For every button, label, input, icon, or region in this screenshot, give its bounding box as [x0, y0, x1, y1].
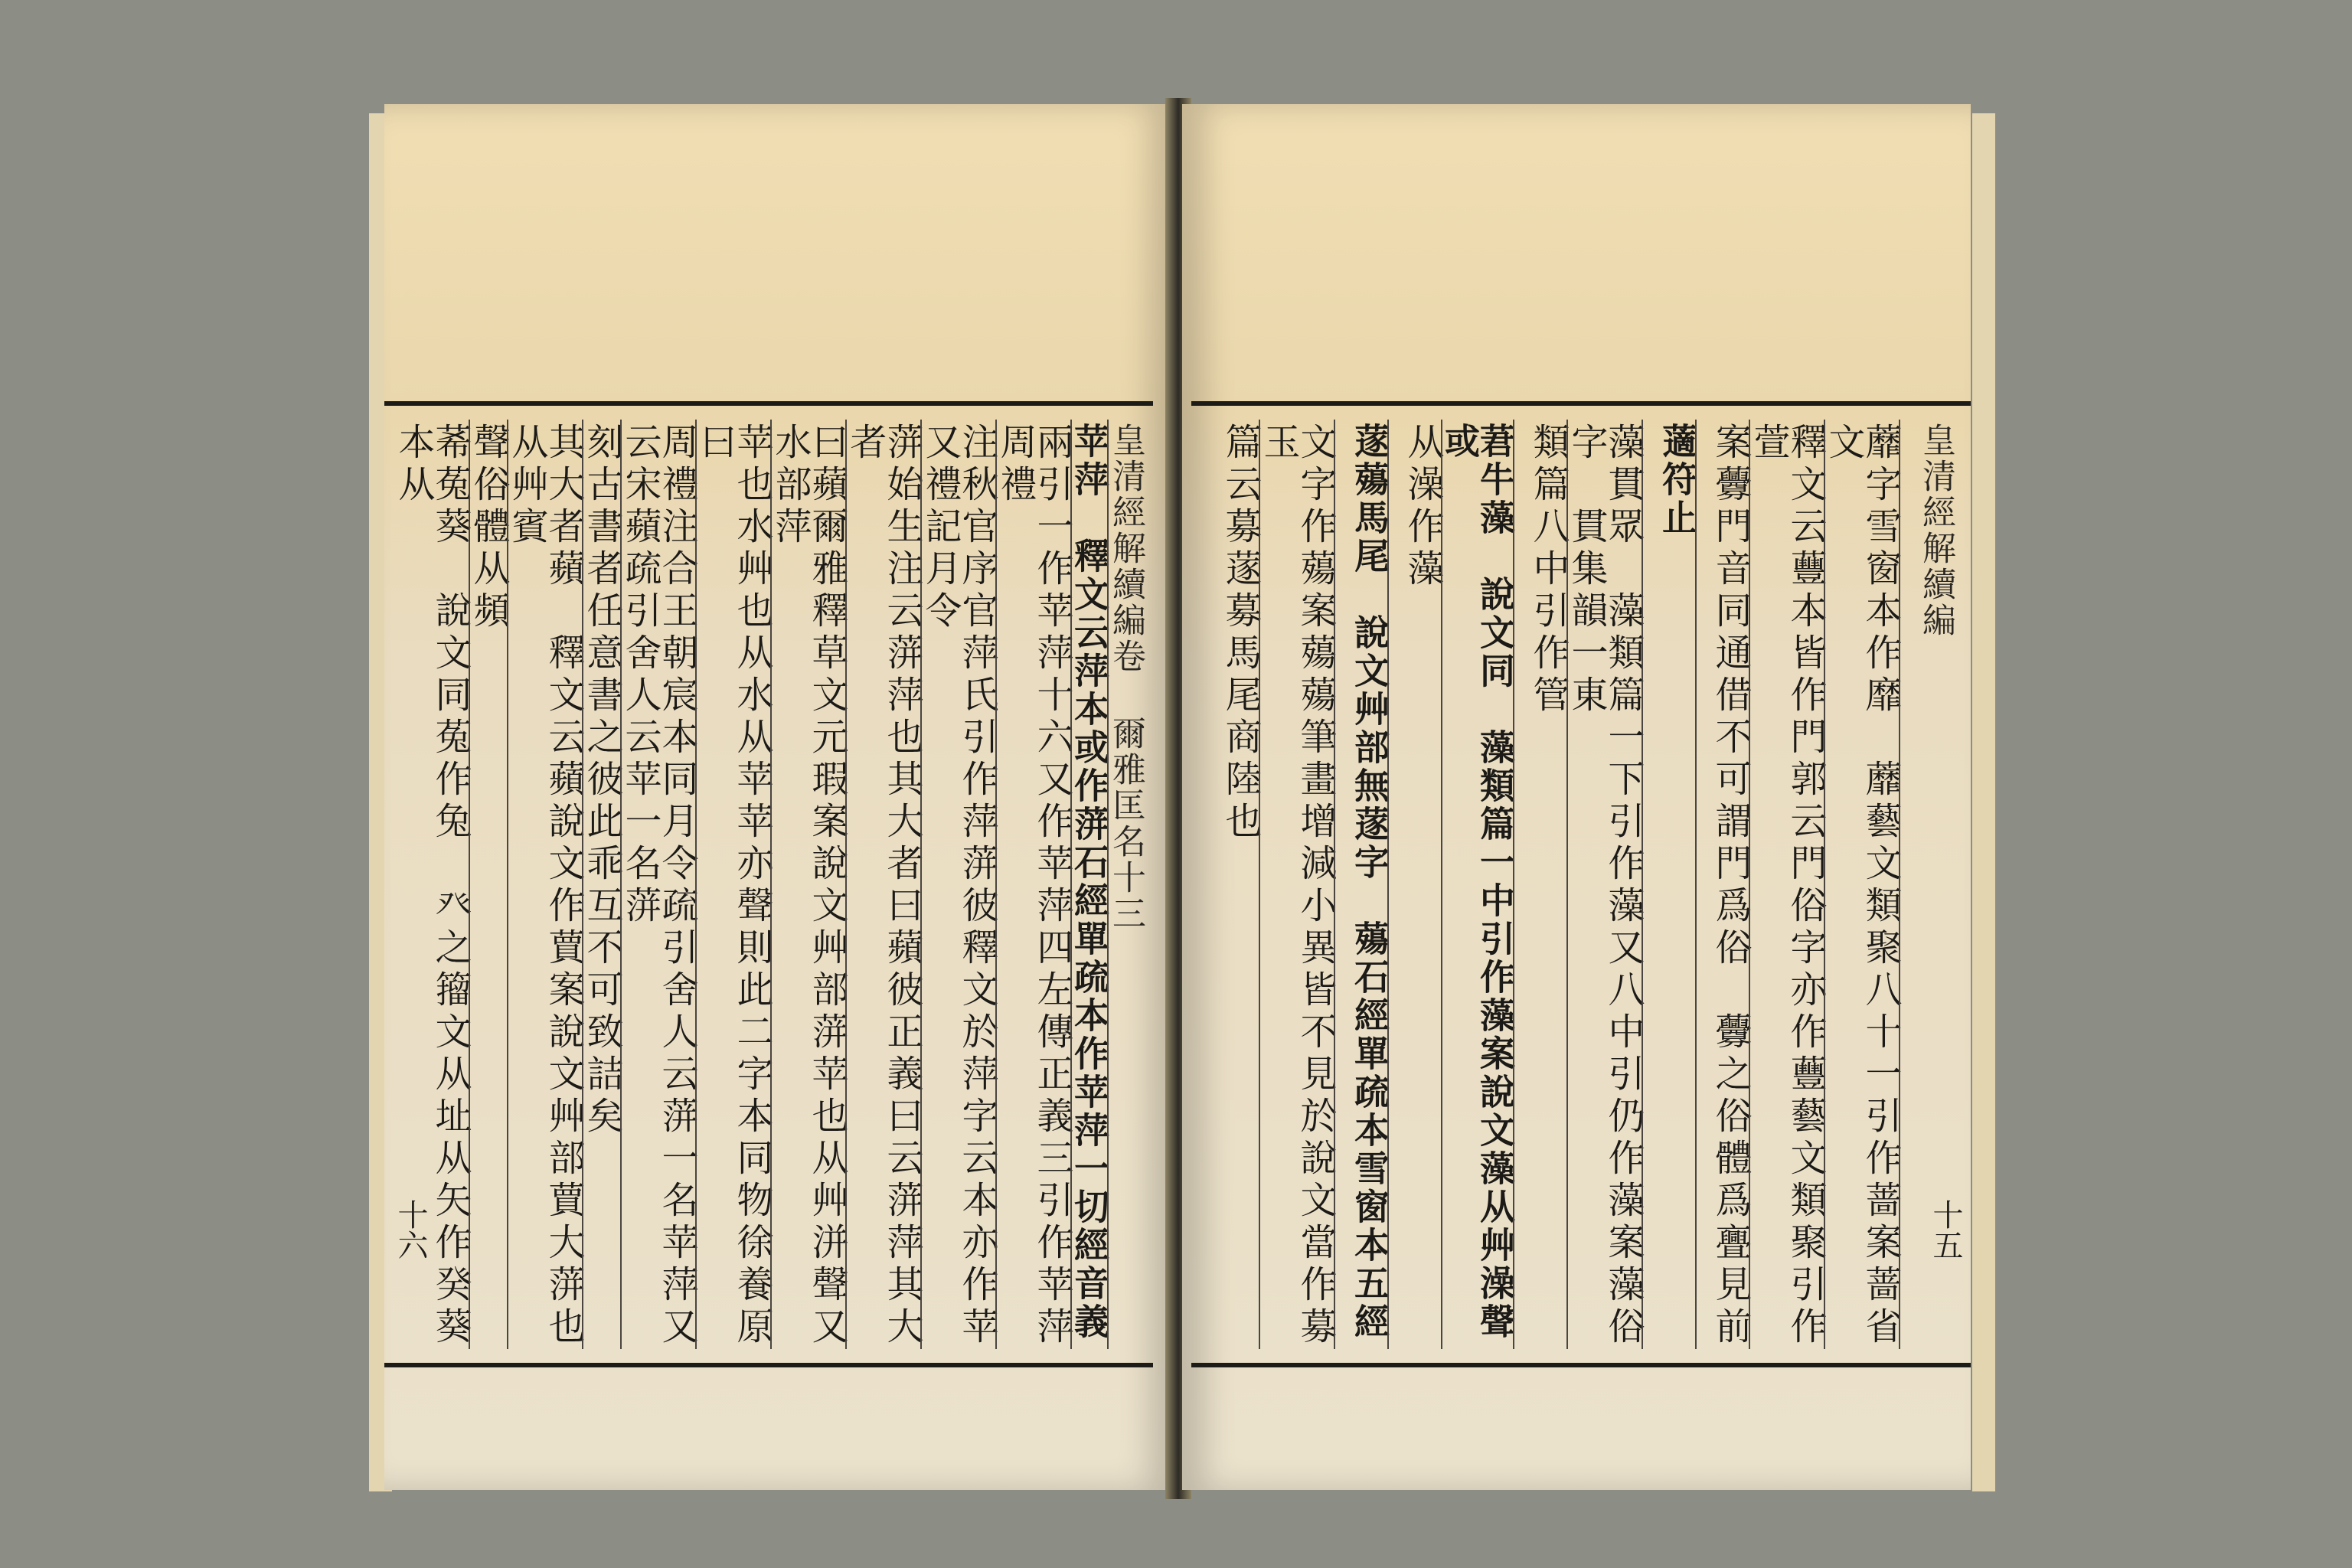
page-block-right-edge [1972, 113, 1995, 1491]
text-column: 曰蘋爾雅釋草文元瑕案說文艸部蓱苹也从艸洴聲又水部萍 [770, 420, 845, 1349]
left-margin-title [1106, 420, 1145, 1349]
text-column: 篇云募蓫募馬尾商陸也 [1219, 423, 1262, 844]
text-column: 蘼字雪窗本作靡 蘼藝文類聚八十一引作蔷案蔷省文 [1824, 420, 1899, 1349]
right-text-columns [1207, 420, 1955, 1349]
text-column: 釋文云蘴本皆作門郭云門俗字亦作蘴藝文類聚引作萱 [1749, 420, 1824, 1349]
margin-book-title: 皇清經解續編 [1916, 423, 1955, 639]
text-column: 兩引一作苹萍十六又作苹萍四左傳正義三引作苹萍周禮 [995, 420, 1070, 1349]
text-column: 莃菟葵 說文同菟作兔 癶之籀文从址从矢作癸葵本从 [392, 423, 472, 1349]
right-text-frame [1191, 401, 1971, 1367]
right-folio-number: 十五 [1928, 1199, 1963, 1260]
text-column: 類篇八中引作管 [1513, 420, 1566, 1349]
text-column: 苹也水艸也从水从苹苹亦聲則此二字本同物徐養原曰 [695, 420, 770, 1349]
left-folio-number: 十六 [393, 1199, 428, 1260]
text-column: 藡符止 [1642, 420, 1695, 1349]
text-column: 藻貫眾 藻類篇一下引作藻又八中引仍作藻案藻俗字 貫集韻一東 [1566, 420, 1642, 1349]
text-column: 案虋門音同通借不可謂門爲俗 虋之俗體爲亹見前 [1695, 420, 1749, 1349]
text-column: 周禮注合王朝宸本同月令疏引舍人云蓱一名苹萍又云宋蘋疏引舍人云苹一名蓱 [620, 420, 695, 1349]
text-column: 蓱始生注云蓱萍也其大者曰蘋彼正義曰云蓱萍其大者 [845, 420, 920, 1349]
text-column: 注秋官序官萍氏引作萍蓱彼釋文於萍字云本亦作苹又禮記月令 [920, 420, 995, 1349]
left-text-columns [392, 420, 1145, 1349]
text-column: 蓫薚馬尾 說文艸部無蓫字 薚石經單疏本雪窗本五經 [1334, 420, 1387, 1349]
left-text-frame [384, 401, 1153, 1367]
text-column: 苹萍 釋文云萍本或作蓱石經單疏本作苹萍一切經音義 [1070, 420, 1107, 1349]
open-book [369, 90, 1995, 1507]
left-page [384, 104, 1173, 1490]
margin-book-title: 皇清經解續編卷 [1106, 423, 1145, 675]
text-column: 莙牛藻 說文同 藻類篇一中引作藻案說文藻从艸澡聲或 [1441, 420, 1513, 1349]
margin-section-title: 爾雅匡名十三 [1106, 716, 1145, 932]
text-column: 刻古書者任意書之彼此乖互不可致詰矣 [582, 420, 620, 1349]
text-column: 文字作薚案薚薚筆畫增減小異皆不見於說文當作募玉 [1259, 420, 1334, 1349]
text-column: 从澡作藻 [1387, 420, 1441, 1349]
text-column: 聲俗體从頻 [469, 420, 507, 1349]
right-page [1182, 104, 1971, 1490]
text-column: 其大者蘋 釋文云蘋說文作蕒案說文艸部蕒大蓱也从艸賓 [507, 420, 582, 1349]
